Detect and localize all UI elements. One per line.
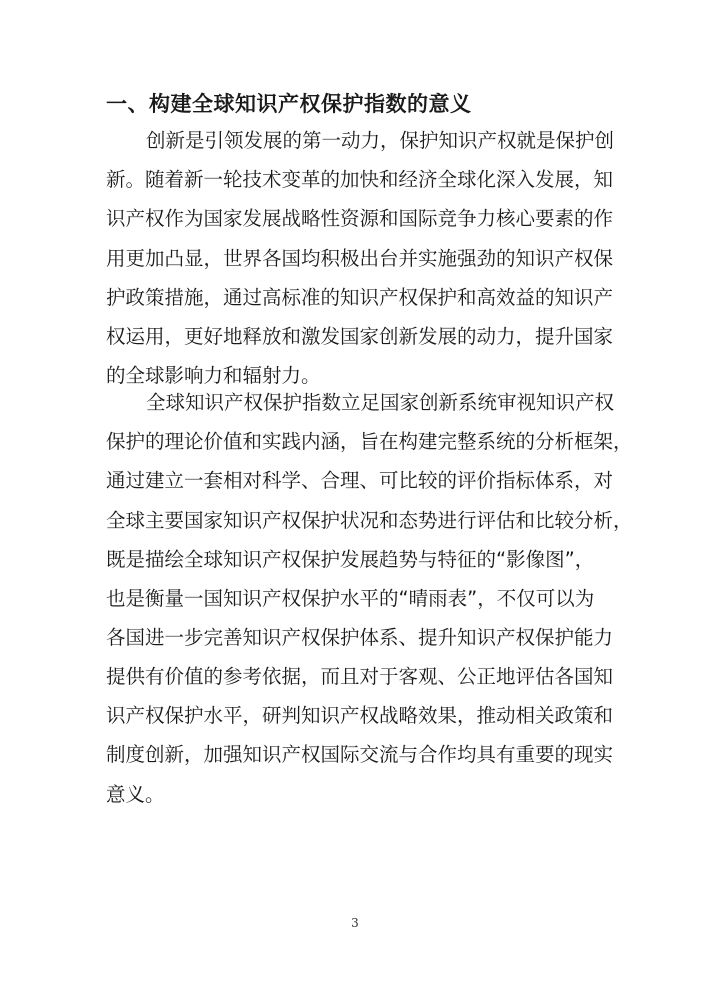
paragraph-line: 创新是引领发展的第一动力，保护知识产权就是保护创 xyxy=(146,129,615,152)
paragraph-line: 护政策措施，通过高标准的知识产权保护和高效益的知识产 xyxy=(106,286,614,309)
paragraph-line: 全球主要国家知识产权保护状况和态势进行评估和比较分析， xyxy=(106,509,633,532)
paragraph-line: 保护的理论价值和实践内涵，旨在构建完整系统的分析框架， xyxy=(106,430,633,453)
paragraph-line: 识产权作为国家发展战略性资源和国际竞争力核心要素的作 xyxy=(106,207,614,230)
paragraph-line: 全球知识产权保护指数立足国家创新系统审视知识产权 xyxy=(146,391,615,414)
paragraph-line: 的全球影响力和辐射力。 xyxy=(106,364,321,387)
paragraph-line: 提供有价值的参考依据，而且对于客观、公正地评估各国知 xyxy=(106,665,614,688)
paragraph-line: 识产权保护水平，研判知识产权战略效果，推动相关政策和 xyxy=(106,704,614,727)
paragraph-line: 用更加凸显，世界各国均积极出台并实施强劲的知识产权保 xyxy=(106,247,614,270)
paragraph-line: 制度创新，加强知识产权国际交流与合作均具有重要的现实 xyxy=(106,743,614,766)
paragraph-line: 各国进一步完善知识产权保护体系、提升知识产权保护能力 xyxy=(106,626,614,649)
paragraph-line: 权运用，更好地释放和激发国家创新发展的动力，提升国家 xyxy=(106,325,614,348)
section-heading: 一、构建全球知识产权保护指数的意义 xyxy=(106,92,472,116)
paragraph-line: 通过建立一套相对科学、合理、可比较的评价指标体系，对 xyxy=(106,469,614,492)
paragraph-line: 新。随着新一轮技术变革的加快和经济全球化深入发展，知 xyxy=(106,168,614,191)
paragraph-line: 也是衡量一国知识产权保护水平的“晴雨表”，不仅可以为 xyxy=(106,587,595,610)
page-number: 3 xyxy=(351,916,359,930)
paragraph-line: 意义。 xyxy=(106,783,165,806)
paragraph-line: 既是描绘全球知识产权保护发展趋势与特征的“影像图”， xyxy=(106,548,595,571)
